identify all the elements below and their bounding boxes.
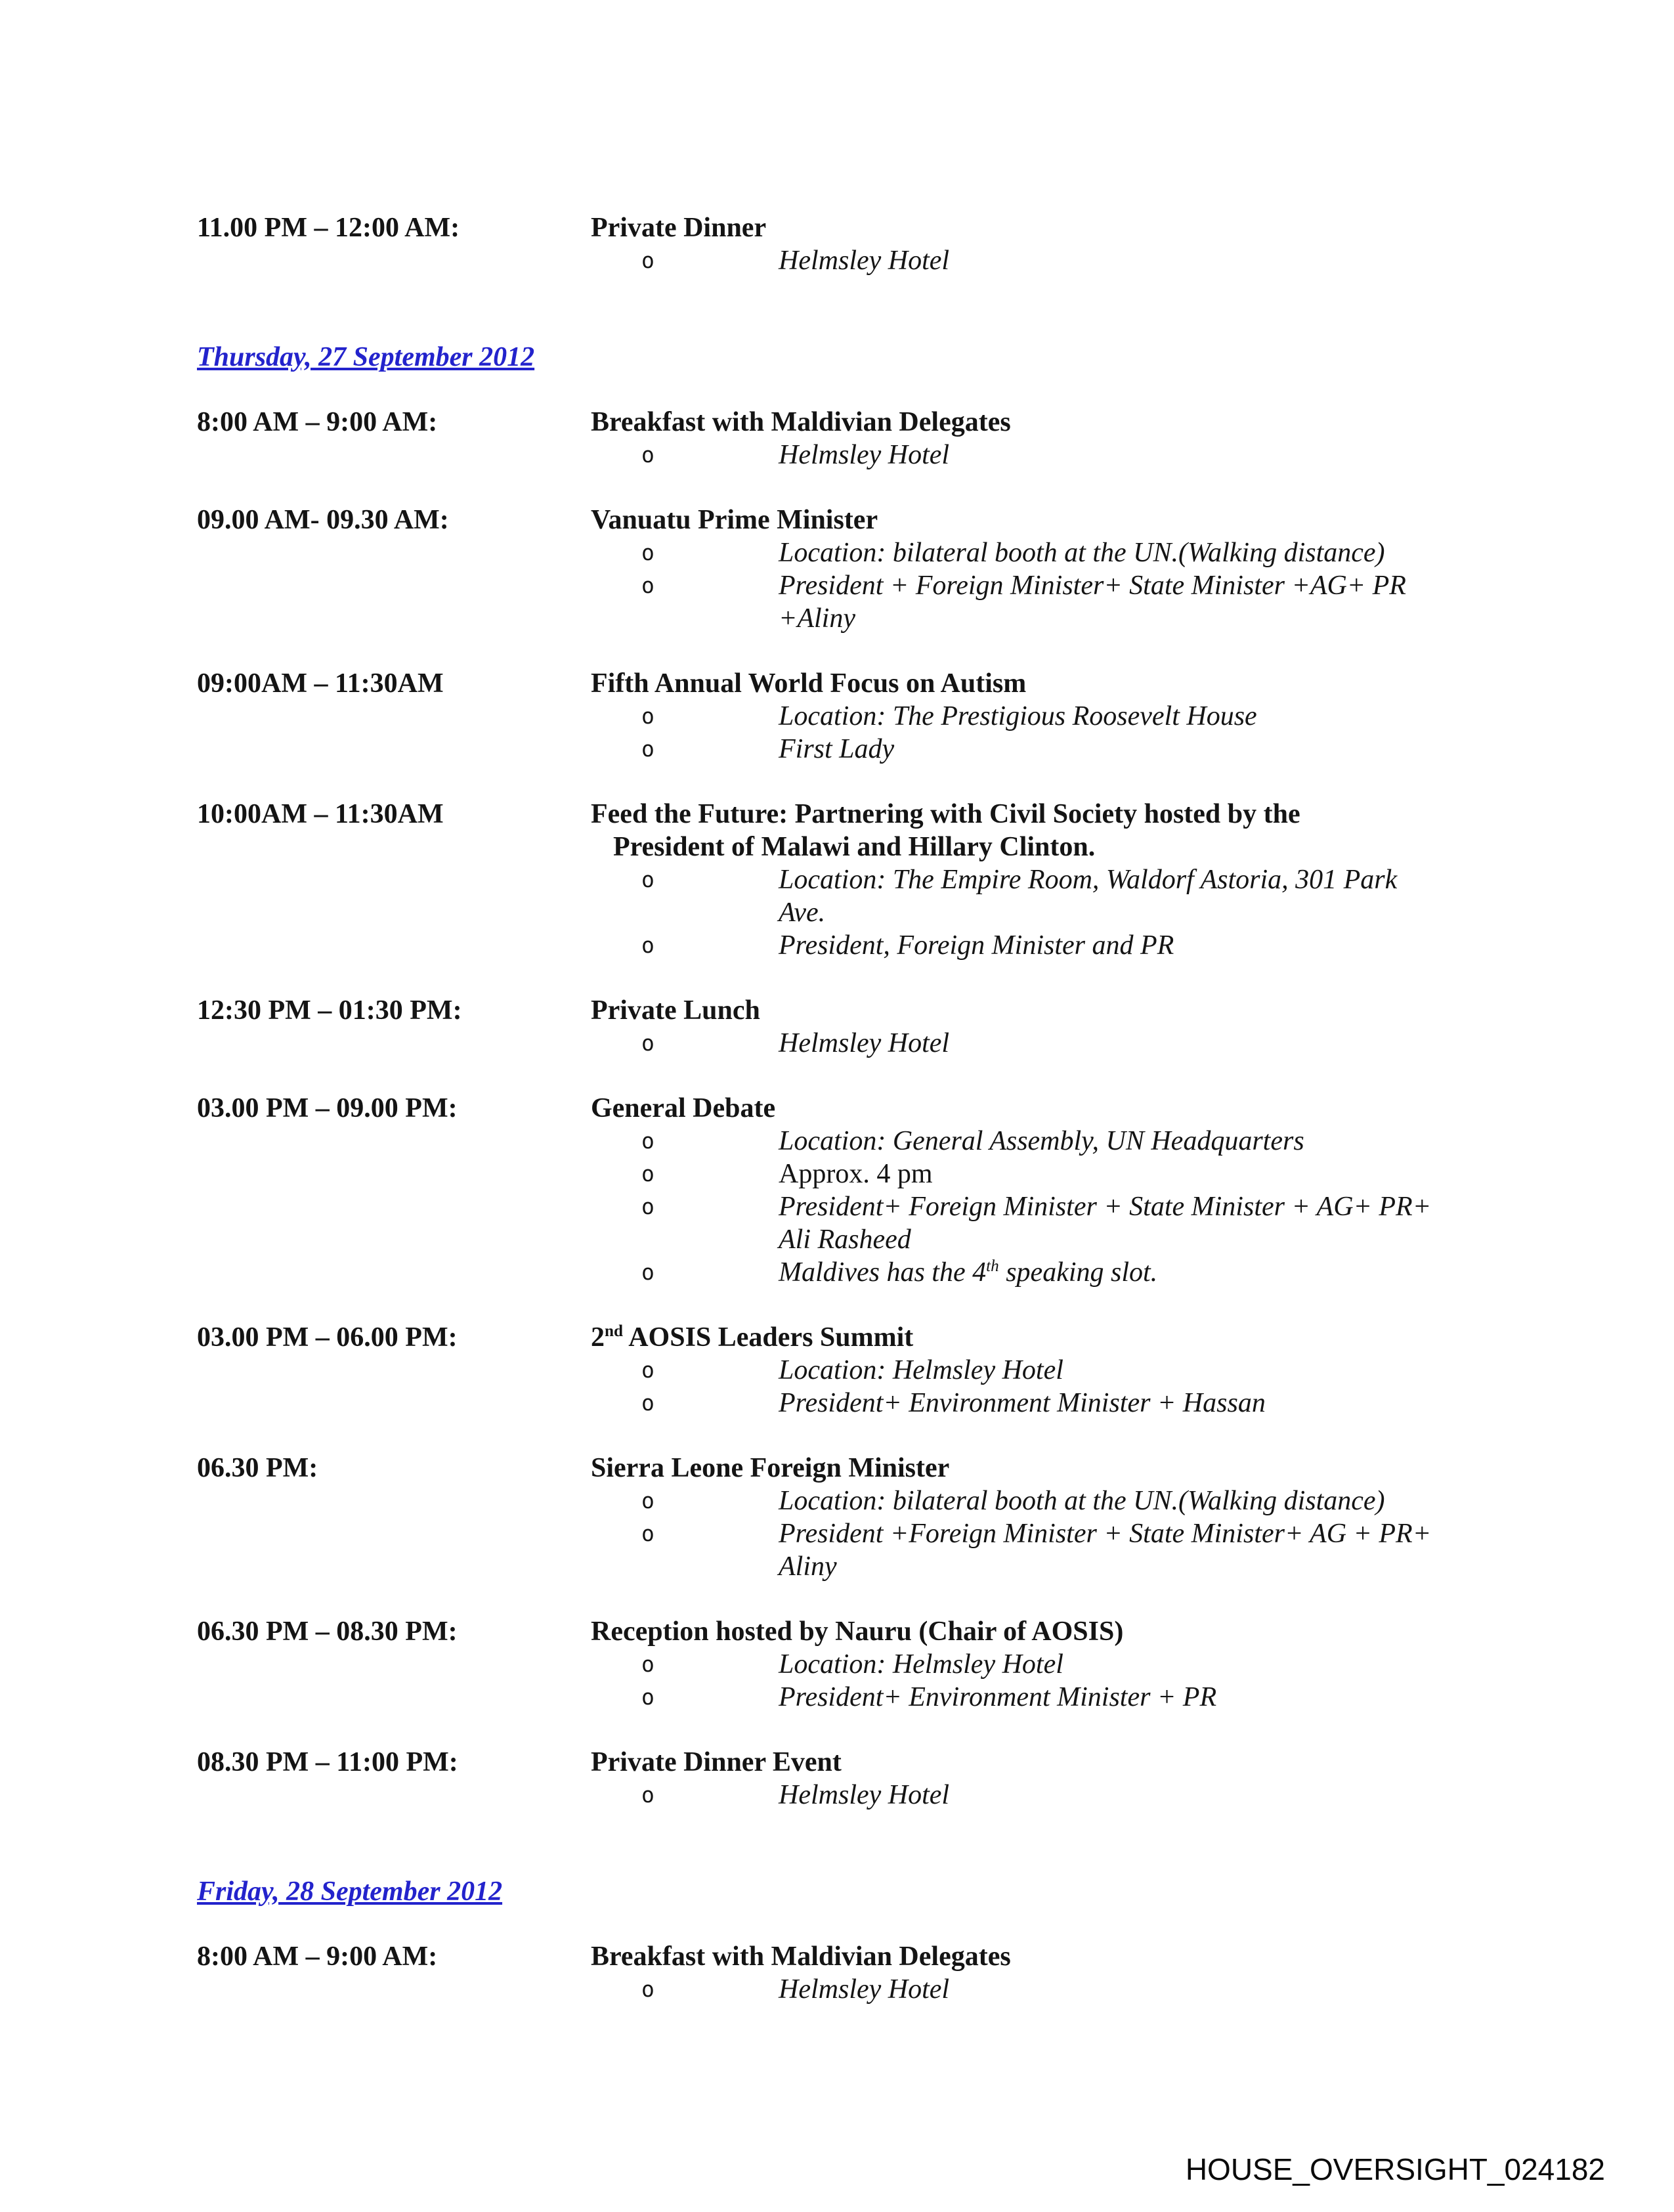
bullet-marker: o	[641, 1161, 655, 1186]
bullet-item	[591, 569, 1516, 635]
event-title-line: Reception hosted by Nauru (Chair of AOSIS)	[591, 1616, 1124, 1647]
event-title-line: Private Dinner Event	[591, 1747, 842, 1777]
schedule-entry	[197, 1746, 1516, 1811]
event-title-line: Breakfast with Maldivian Delegates	[591, 407, 1011, 437]
bullet-marker: o	[641, 540, 655, 565]
bullet-text: Location: The Empire Room, Waldorf Astoria, 301 Park Ave.	[779, 865, 1398, 928]
event-title	[591, 1452, 1516, 1485]
event-bullets	[591, 863, 1516, 962]
event-title-line: Private Dinner	[591, 213, 767, 243]
date-heading	[197, 1875, 1516, 1908]
bullet-text: President + Foreign Minister+ State Minister +AG+ PR +Aliny	[779, 571, 1406, 634]
event-body	[591, 504, 1516, 635]
bullet-text: President+ Environment Minister + Hassan	[779, 1388, 1266, 1418]
event-bullets	[591, 244, 1516, 277]
bullet-text: Location: bilateral booth at the UN.(Walking distance)	[779, 538, 1385, 568]
event-title	[591, 1940, 1516, 1973]
text-segment: speaking slot.	[998, 1257, 1158, 1288]
bullet-marker: o	[641, 1976, 655, 2002]
event-time: 12:30 PM – 01:30 PM:	[197, 995, 462, 1026]
event-bullets	[591, 1779, 1516, 1811]
footer-bates-number: HOUSE_OVERSIGHT_024182	[1185, 2152, 1605, 2186]
bullet-marker: o	[641, 248, 655, 273]
event-bullets	[591, 1027, 1516, 1060]
bullet-text: Helmsley Hotel	[779, 1780, 950, 1810]
event-body	[591, 1746, 1516, 1811]
event-time: 06.30 PM:	[197, 1453, 318, 1483]
bullet-text: Location: The Prestigious Roosevelt House	[779, 701, 1257, 731]
text-segment: Maldives has the 4	[779, 1257, 987, 1288]
bullet-marker: o	[641, 932, 655, 958]
schedule-entry	[197, 1940, 1516, 2006]
bullet-text: President+ Foreign Minister + State Minister + AG+ PR+ Ali Rasheed	[779, 1192, 1432, 1255]
bullet-marker: o	[641, 1488, 655, 1513]
bullet-text: Approx. 4 pm	[779, 1159, 933, 1189]
bullet-marker: o	[641, 442, 655, 467]
bullet-item	[591, 929, 1516, 962]
bullet-item	[591, 1485, 1516, 1517]
schedule-entry	[197, 1452, 1516, 1583]
bullet-marker: o	[641, 1651, 655, 1677]
schedule-entry	[197, 406, 1516, 471]
event-title-line: Fifth Annual World Focus on Autism	[591, 668, 1027, 699]
event-title	[591, 1321, 1516, 1354]
bullet-item	[591, 1027, 1516, 1060]
event-time: 08.30 PM – 11:00 PM:	[197, 1747, 458, 1777]
event-bullets	[591, 439, 1516, 471]
bullet-item	[591, 1125, 1516, 1158]
event-time: 11.00 PM – 12:00 AM:	[197, 213, 460, 243]
event-body	[591, 1940, 1516, 2006]
bullet-item	[591, 1158, 1516, 1190]
bullet-item	[591, 1517, 1516, 1583]
event-title	[591, 504, 1516, 536]
event-title	[591, 1092, 1516, 1125]
text-segment: 2	[591, 1322, 605, 1353]
date-heading	[197, 341, 1516, 374]
event-body	[591, 994, 1516, 1060]
bullet-item	[591, 1779, 1516, 1811]
bullet-text: Location: General Assembly, UN Headquarters	[779, 1126, 1304, 1156]
event-title	[591, 667, 1516, 700]
event-bullets	[591, 1354, 1516, 1420]
event-title-line: Sierra Leone Foreign Minister	[591, 1453, 950, 1483]
schedule	[197, 211, 1516, 2038]
bullet-text: Location: bilateral booth at the UN.(Walking distance)	[779, 1486, 1385, 1516]
event-title	[591, 406, 1516, 439]
event-time: 09:00AM – 11:30AM	[197, 668, 444, 699]
bullet-item	[591, 700, 1516, 733]
event-title	[591, 1746, 1516, 1779]
event-title-line: General Debate	[591, 1093, 776, 1123]
bullet-text: Helmsley Hotel	[779, 1974, 950, 2005]
event-title-line: Vanuatu Prime Minister	[591, 505, 878, 535]
event-time: 03.00 PM – 09.00 PM:	[197, 1093, 458, 1123]
event-bullets	[591, 1125, 1516, 1289]
superscript-text: nd	[605, 1322, 624, 1340]
event-title	[591, 211, 1516, 244]
bullet-marker: o	[641, 1684, 655, 1710]
schedule-entry	[197, 667, 1516, 766]
schedule-entry	[197, 1092, 1516, 1289]
bullet-text: President, Foreign Minister and PR	[779, 930, 1174, 961]
event-body	[591, 1452, 1516, 1583]
schedule-entry	[197, 994, 1516, 1060]
bullet-item	[591, 1681, 1516, 1714]
schedule-entry	[197, 1615, 1516, 1714]
event-title-line: Breakfast with Maldivian Delegates	[591, 1941, 1011, 1972]
bullet-item	[591, 244, 1516, 277]
bullet-item	[591, 536, 1516, 569]
event-body	[591, 1615, 1516, 1714]
bullet-item	[591, 439, 1516, 471]
bullet-text: First Lady	[779, 734, 895, 764]
event-bullets	[591, 700, 1516, 766]
event-body	[591, 1092, 1516, 1289]
bullet-marker: o	[641, 1782, 655, 1808]
event-body	[591, 798, 1516, 962]
bullet-marker: o	[641, 1521, 655, 1546]
event-title-line: Feed the Future: Partnering with Civil Society hosted by the	[591, 799, 1300, 829]
event-time: 09.00 AM- 09.30 AM:	[197, 505, 449, 535]
bullet-item	[591, 733, 1516, 766]
bullet-marker: o	[641, 1194, 655, 1219]
bullet-text: Location: Helmsley Hotel	[779, 1355, 1063, 1385]
bullet-text: Helmsley Hotel	[779, 440, 950, 470]
event-title	[591, 1615, 1516, 1648]
bullet-marker: o	[641, 1259, 655, 1285]
event-body	[591, 406, 1516, 471]
bullet-item	[591, 1973, 1516, 2006]
bullet-marker: o	[641, 736, 655, 762]
bullet-item	[591, 1387, 1516, 1420]
event-time: 06.30 PM – 08.30 PM:	[197, 1616, 458, 1647]
bullet-item	[591, 1256, 1516, 1289]
event-body	[591, 211, 1516, 277]
event-bullets	[591, 1648, 1516, 1714]
bullet-text: President+ Environment Minister + PR	[779, 1682, 1217, 1712]
schedule-entry	[197, 1321, 1516, 1420]
bullet-marker: o	[641, 867, 655, 892]
event-bullets	[591, 1485, 1516, 1583]
bullet-marker: o	[641, 703, 655, 729]
bullet-marker: o	[641, 1390, 655, 1416]
bullet-item	[591, 1648, 1516, 1681]
bullet-text	[779, 1256, 1157, 1289]
event-title-line: President of Malawi and Hillary Clinton.	[613, 832, 1096, 862]
bullet-text: Helmsley Hotel	[779, 1028, 950, 1058]
event-bullets	[591, 1973, 1516, 2006]
bullet-marker: o	[641, 1030, 655, 1056]
event-time: 10:00AM – 11:30AM	[197, 799, 444, 829]
event-title-line: Private Lunch	[591, 995, 760, 1026]
bullet-marker: o	[641, 1128, 655, 1154]
event-body	[591, 667, 1516, 766]
event-time: 03.00 PM – 06.00 PM:	[197, 1322, 458, 1353]
schedule-entry	[197, 504, 1516, 635]
event-title	[591, 994, 1516, 1027]
superscript-text: th	[986, 1257, 999, 1275]
date-heading-text: Thursday, 27 September 2012	[197, 342, 535, 372]
bullet-text: President +Foreign Minister + State Minister+ AG + PR+ Aliny	[779, 1519, 1432, 1582]
bullet-marker: o	[641, 573, 655, 598]
event-body	[591, 1321, 1516, 1420]
date-heading-text: Friday, 28 September 2012	[197, 1876, 503, 1907]
bullet-text: Helmsley Hotel	[779, 246, 950, 276]
event-bullets	[591, 536, 1516, 635]
bullet-marker: o	[641, 1357, 655, 1383]
event-time: 8:00 AM – 9:00 AM:	[197, 1941, 438, 1972]
schedule-entry	[197, 798, 1516, 962]
event-time: 8:00 AM – 9:00 AM:	[197, 407, 438, 437]
bullet-item	[591, 1354, 1516, 1387]
schedule-entry	[197, 211, 1516, 277]
bullet-text: Location: Helmsley Hotel	[779, 1649, 1063, 1680]
event-title	[591, 798, 1516, 863]
text-segment: AOSIS Leaders Summit	[623, 1322, 914, 1353]
bullet-item	[591, 863, 1516, 929]
bullet-item	[591, 1190, 1516, 1256]
